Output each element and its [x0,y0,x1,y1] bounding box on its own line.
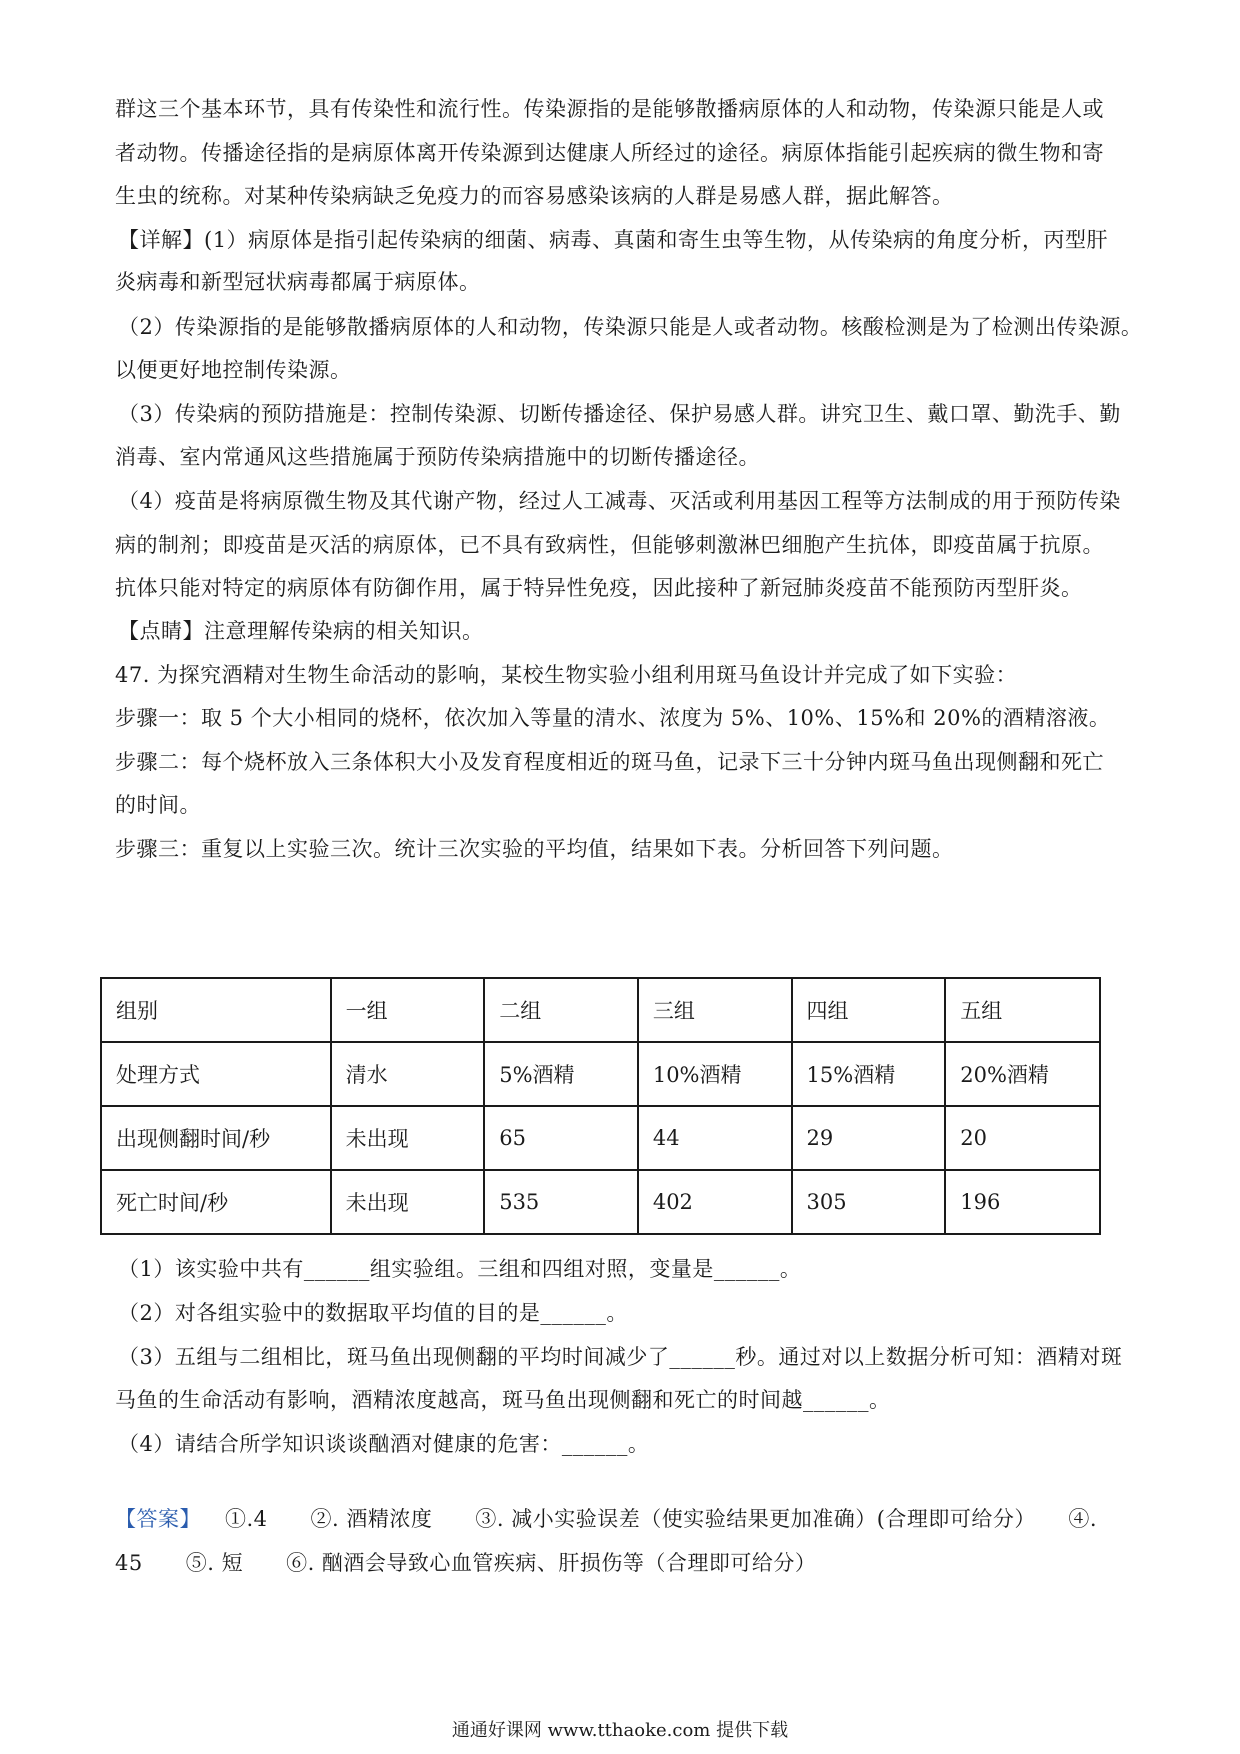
table-cell: 组别 [101,978,331,1042]
table-cell: 一组 [331,978,485,1042]
answer-text: ①.4 ②. 酒精浓度 ③. 减小实验误差（使实验结果更加准确）(合理即可给分） ④. [225,1507,1098,1531]
sub-question-1: （1）该实验中共有______组实验组。三组和四组对照，变量是______。 [118,1257,802,1281]
paragraph-line: 生虫的统称。对某种传染病缺乏免疫力的而容易感染该病的人群是易感人群，据此解答。 [115,184,954,208]
step-one: 步骤一：取 5 个大小相同的烧杯，依次加入等量的清水、浓度为 5%、10%、15%和 20%的酒精溶液。 [115,706,1111,730]
paragraph-line: 病的制剂；即疫苗是灭活的病原体，已不具有致病性，但能够刺激淋巴细胞产生抗体，即疫苗属于抗原。 [115,533,1104,557]
paragraph-line: 者动物。传播途径指的是病原体离开传染源到达健康人所经过的途径。病原体指能引起疾病的微生物和寄 [115,141,1104,165]
paragraph-line: （4）疫苗是将病原微生物及其代谢产物，经过人工减毒、灭活或利用基因工程等方法制成的用于预防传染 [118,489,1121,513]
table-cell: 15%酒精 [792,1042,946,1106]
table-cell: 清水 [331,1042,485,1106]
table-cell: 20 [945,1106,1100,1170]
table-cell: 5%酒精 [484,1042,638,1106]
detail-heading-line: 【详解】(1）病原体是指引起传染病的细菌、病毒、真菌和寄生虫等生物，从传染病的角度分析，丙型肝 [118,228,1109,252]
table-cell: 402 [638,1170,792,1234]
sub-question-3-continued: 马鱼的生命活动有影响，酒精浓度越高，斑马鱼出现侧翻和死亡的时间越______。 [115,1388,891,1412]
table-row [101,978,1100,1042]
table-cell: 三组 [638,978,792,1042]
table-cell: 10%酒精 [638,1042,792,1106]
answer-line-continued: 45 ⑤. 短 ⑥. 酗酒会导致心血管疾病、肝损伤等（合理即可给分） [115,1551,817,1575]
table-cell: 44 [638,1106,792,1170]
step-two-continued: 的时间。 [115,793,201,817]
table-cell: 五组 [945,978,1100,1042]
question-title: 47. 为探究酒精对生物生命活动的影响，某校生物实验小组利用斑马鱼设计并完成了如下实验： [115,663,1018,687]
step-three: 步骤三：重复以上实验三次。统计三次实验的平均值，结果如下表。分析回答下列问题。 [115,837,954,861]
table-cell: 四组 [792,978,946,1042]
paragraph-line: （3）传染病的预防措施是：控制传染源、切断传播途径、保护易感人群。讲究卫生、戴口罩、勤洗手、勤 [118,402,1121,426]
sub-question-4: （4）请结合所学知识谈谈酗酒对健康的危害：______。 [118,1432,650,1456]
table-cell: 29 [792,1106,946,1170]
table-cell: 20%酒精 [945,1042,1100,1106]
table-cell: 出现侧翻时间/秒 [101,1106,331,1170]
table-cell: 65 [484,1106,638,1170]
answer-tag: 【答案】 [115,1507,201,1531]
table-cell: 二组 [484,978,638,1042]
table-cell: 死亡时间/秒 [101,1170,331,1234]
results-table [100,977,1101,1235]
sub-question-2: （2）对各组实验中的数据取平均值的目的是______。 [118,1301,628,1325]
table-row [101,1042,1100,1106]
table-row [101,1106,1100,1170]
step-two: 步骤二：每个烧杯放入三条体积大小及发育程度相近的斑马鱼，记录下三十分钟内斑马鱼出现侧翻和死亡 [115,750,1104,774]
table-cell: 305 [792,1170,946,1234]
paragraph-line: 炎病毒和新型冠状病毒都属于病原体。 [115,270,481,294]
table-cell: 未出现 [331,1170,485,1234]
page-footer: 通通好课网 www.tthaoke.com 提供下载 [451,1720,789,1741]
paragraph-line: 消毒、室内常通风这些措施属于预防传染病措施中的切断传播途径。 [115,445,760,469]
sub-question-3: （3）五组与二组相比，斑马鱼出现侧翻的平均时间减少了______秒。通过对以上数据分析可知：酒精对斑 [118,1345,1123,1369]
paragraph-line: （2）传染源指的是能够散播病原体的人和动物，传染源只能是人或者动物。核酸检测是为了检测出传染源。 [118,315,1143,339]
comment-line: 【点睛】注意理解传染病的相关知识。 [118,619,484,643]
table-cell: 处理方式 [101,1042,331,1106]
answer-line [115,1505,1130,1533]
table-row [101,1170,1100,1234]
paragraph-line: 群这三个基本环节，具有传染性和流行性。传染源指的是能够散播病原体的人和动物，传染源只能是人或 [115,97,1104,121]
table-cell: 未出现 [331,1106,485,1170]
table-cell: 535 [484,1170,638,1234]
table-cell: 196 [945,1170,1100,1234]
paragraph-line: 以便更好地控制传染源。 [115,358,352,382]
paragraph-line: 抗体只能对特定的病原体有防御作用，属于特异性免疫，因此接种了新冠肺炎疫苗不能预防丙型肝炎。 [115,576,1083,600]
